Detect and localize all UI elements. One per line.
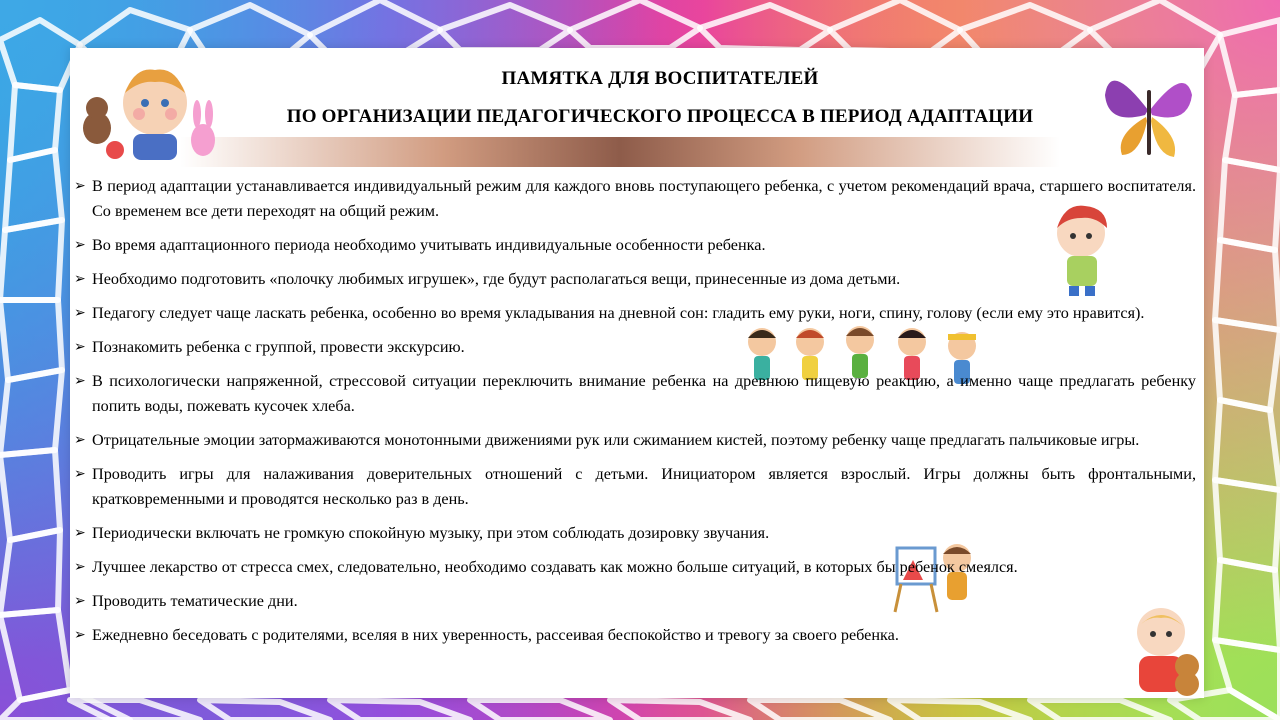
arrow-bullet-icon: ➢ [74,178,86,194]
list-item [74,369,1196,419]
recommendations-list [74,174,1196,657]
list-item-text: В период адаптации устанавливается индивидуальный режим для каждого вновь поступающего ребенка, с учетом рекомендаций врача, старшего воспитателя. Со временем все дети переходят на общий режим. [92,177,1196,220]
list-item-text: В психологически напряженной, стрессовой ситуации переключить внимание ребенка на древнюю пищевую реакцию, а именно чаще предлагать ребенку попить воды, пожевать кусочек хлеба. [92,372,1196,415]
arrow-bullet-icon: ➢ [74,271,86,287]
list-item [74,521,1196,546]
page-title-line-1: ПАМЯТКА ДЛЯ ВОСПИТАТЕЛЕЙ [501,68,819,89]
list-item-text: Лучшее лекарство от стресса смех, следовательно, необходимо создавать как можно больше ситуаций, в которых бы ребенок смеялся. [92,558,1018,576]
header-decor-band [180,137,1060,167]
arrow-bullet-icon: ➢ [74,525,86,541]
list-item-text: Необходимо подготовить «полочку любимых игрушек», где будут располагаться вещи, принесенные из дома детьми. [92,270,901,288]
list-item [74,623,1196,648]
arrow-bullet-icon: ➢ [74,373,86,389]
list-item-text: Проводить тематические дни. [92,592,298,610]
list-item [74,174,1196,224]
arrow-bullet-icon: ➢ [74,559,86,575]
list-item-text: Педагогу следует чаще ласкать ребенка, особенно во время укладывания на дневной сон: гладить ему руки, ноги, спину, голову (если ему это нравится). [92,304,1145,322]
list-item [74,233,1196,258]
page-title-line-2: ПО ОРГАНИЗАЦИИ ПЕДАГОГИЧЕСКОГО ПРОЦЕССА В ПЕРИОД АДАПТАЦИИ [286,106,1034,127]
arrow-bullet-icon: ➢ [74,466,86,482]
list-item-text: Во время адаптационного периода необходимо учитывать индивидуальные особенности ребенка. [92,236,766,254]
list-item [74,589,1196,614]
arrow-bullet-icon: ➢ [74,593,86,609]
list-item [74,267,1196,292]
arrow-bullet-icon: ➢ [74,237,86,253]
list-item-text: Ежедневно беседовать с родителями, вселяя в них уверенность, рассеивая беспокойство и тревогу за своего ребенка. [92,626,899,644]
arrow-bullet-icon: ➢ [74,627,86,643]
list-item-text: Отрицательные эмоции затормаживаются монотонными движениями рук или сжиманием кистей, поэтому ребенку чаще предлагать пальчиковые игры. [92,431,1140,449]
list-item [74,301,1196,326]
list-item [74,335,1196,360]
list-item [74,555,1196,580]
arrow-bullet-icon: ➢ [74,339,86,355]
list-item-text: Познакомить ребенка с группой, провести экскурсию. [92,338,465,356]
arrow-bullet-icon: ➢ [74,432,86,448]
list-item-text: Проводить игры для налаживания доверительных отношений с детьми. Инициатором является взрослый. Игры должны быть фронтальными, кратковременными и проводятся несколько раз в день. [92,465,1196,508]
list-item-text: Периодически включать не громкую спокойную музыку, при этом соблюдать дозировку звучания. [92,524,770,542]
arrow-bullet-icon: ➢ [74,305,86,321]
list-item [74,462,1196,512]
list-item [74,428,1196,453]
